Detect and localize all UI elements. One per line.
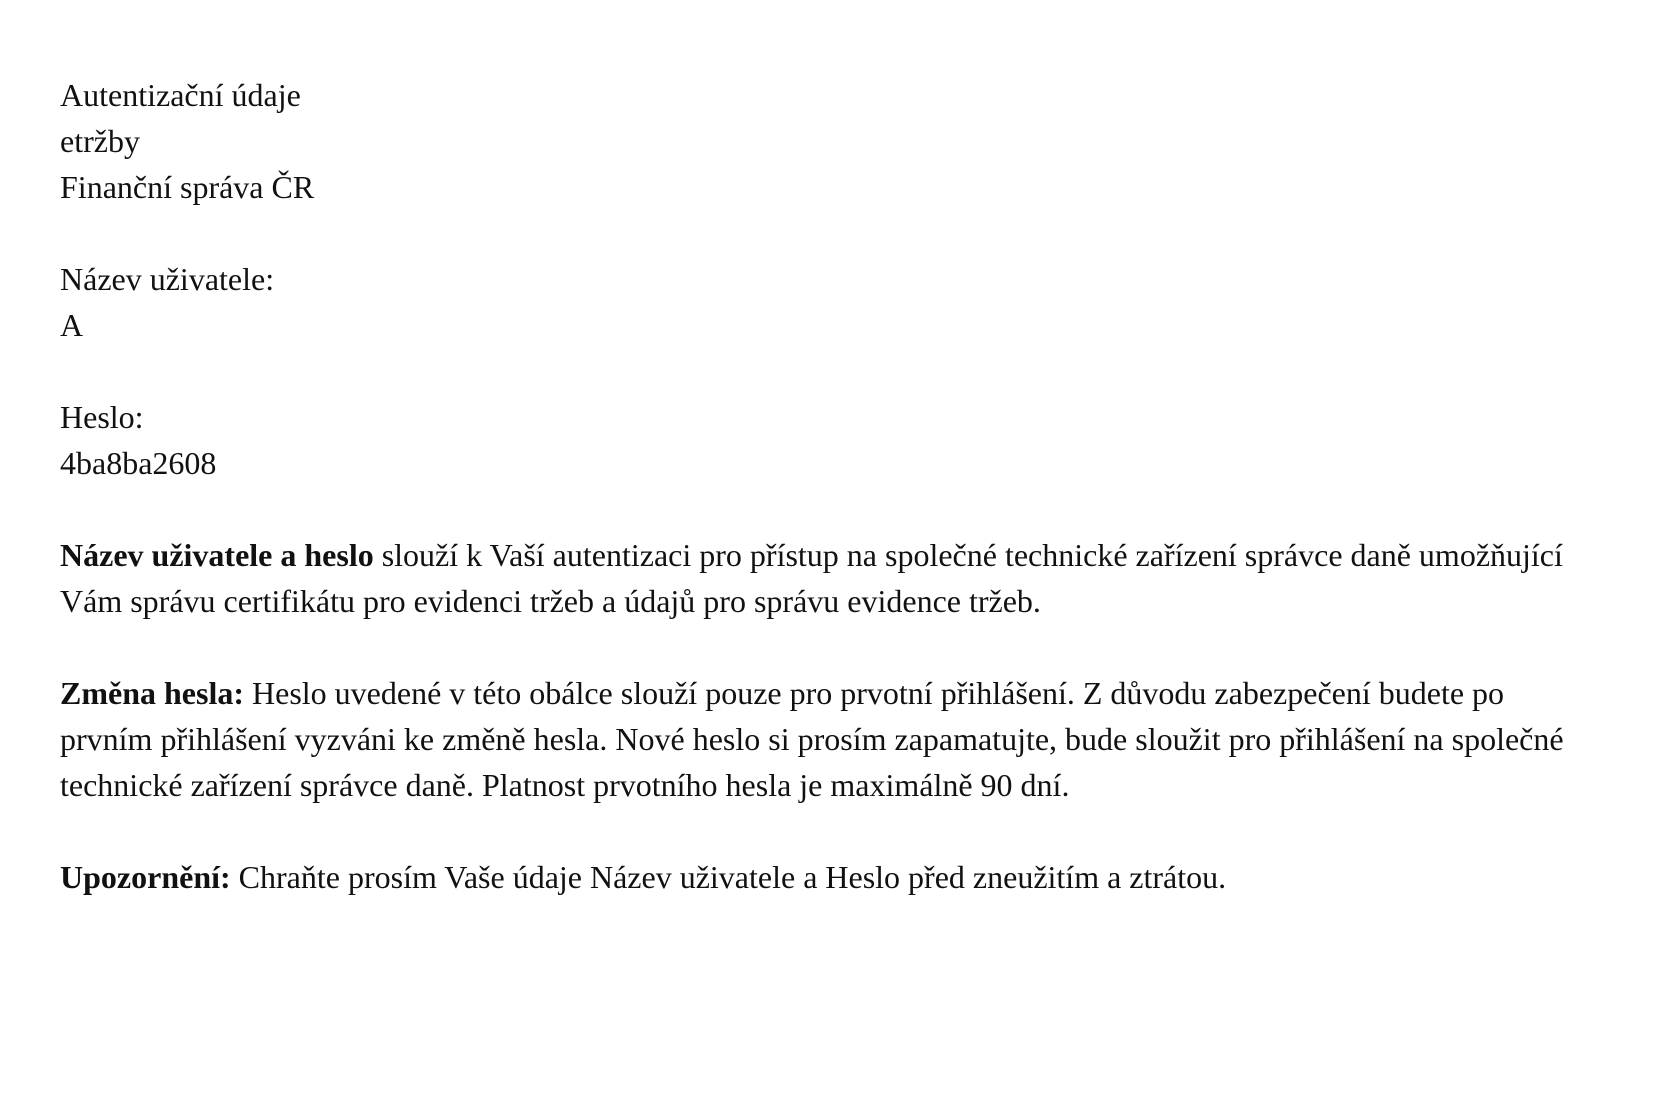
spacer [60, 348, 1600, 394]
username-label: Název uživatele: [60, 261, 275, 297]
password-label: Heslo: [60, 399, 144, 435]
password-value: 4ba8ba2608 [60, 445, 217, 481]
document-title: Autentizační údaje [60, 77, 301, 113]
username-value: A [60, 307, 84, 343]
purpose-text: slouží k Vaší autentizaci pro přístup na společné technické zařízení správce daně umožňující Vám správu certifikátu pro evidenci tržeb a údajů pro správu evidence tržeb. [60, 537, 1563, 619]
warning-heading: Upozornění: [60, 859, 231, 895]
document-page [60, 72, 1600, 900]
spacer [60, 486, 1600, 532]
service-name: etržby [60, 123, 140, 159]
spacer [60, 210, 1600, 256]
password-change-text: Heslo uvedené v této obálce slouží pouze pro prvotní přihlášení. Z důvodu zabezpečení budete po prvním přihlášení vyzváni ke změně hesla. Nové heslo si prosím zapamatujte, bude sloužit pro přihlášení na společné technické zařízení správce daně. Platnost prvotního hesla je maximálně 90 dní. [60, 675, 1564, 803]
purpose-paragraph [60, 532, 1600, 624]
warning-paragraph [60, 854, 1600, 900]
spacer [60, 808, 1600, 854]
purpose-heading: Název uživatele a heslo [60, 537, 374, 573]
warning-text: Chraňte prosím Vaše údaje Název uživatele a Heslo před zneužitím a ztrátou. [230, 859, 1227, 895]
password-change-paragraph [60, 670, 1600, 808]
authority-name: Finanční správa ČR [60, 169, 315, 205]
password-change-heading: Změna hesla: [60, 675, 244, 711]
spacer [60, 624, 1600, 670]
